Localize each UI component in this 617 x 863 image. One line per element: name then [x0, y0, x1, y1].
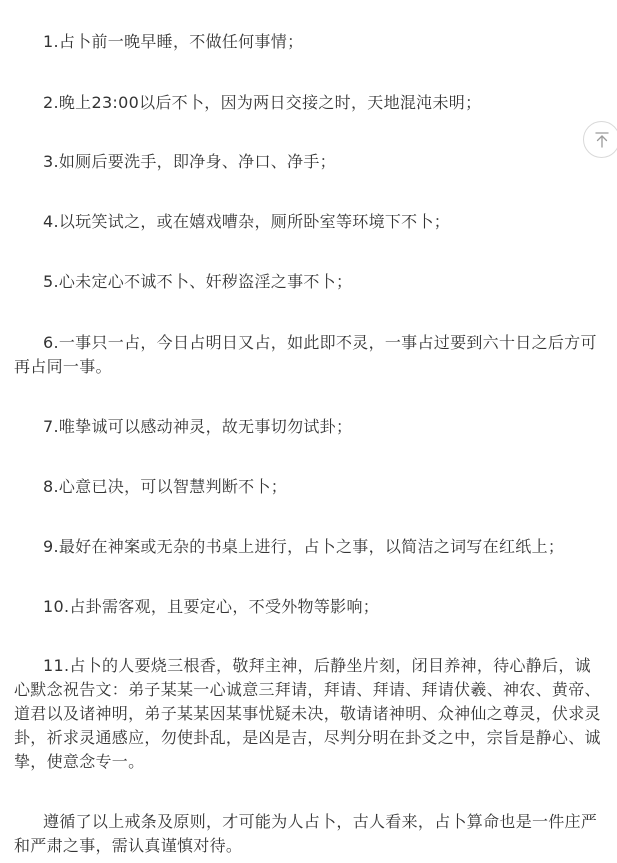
paragraph-2: 2.晚上23:00以后不卜，因为两日交接之时，天地混沌未明；	[43, 93, 482, 112]
paragraph-11: 11.占卜的人要烧三根香，敬拜主神，后静坐片刻，闭目养神，待心静后，诚心默念祝告文：弟子某某一心诚意三拜请，拜请、拜请、拜请伏羲、神农、黄帝、道君以及诸神明，弟子某某因某事忧疑未决，敬请诸神明、众神仙之尊灵，伏求灵卦，祈求灵通感应，勿使卦乱，是凶是吉，尽判分明在卦爻之中，宗旨是静心、诚挚，使意念专一。	[14, 656, 601, 771]
paragraph-7: 7.唯挚诚可以感动神灵，故无事切勿试卦；	[43, 417, 353, 436]
closing-paragraph: 遵循了以上戒条及原则，才可能为人占卜，古人看来，占卜算命也是一件庄严和严肃之事，需认真谨慎对待。	[14, 812, 598, 855]
paragraph-10: 10.占卦需客观，且要定心，不受外物等影响；	[43, 597, 380, 616]
paragraph-3: 3.如厕后要洗手，即净身、净口、净手；	[43, 152, 336, 171]
paragraph-9: 9.最好在神案或无杂的书桌上进行，占卜之事，以简洁之词写在红纸上；	[43, 537, 565, 556]
back-to-top-button[interactable]	[583, 121, 617, 158]
paragraph-6: 6.一事只一占，今日占明日又占，如此即不灵，一事占过要到六十日之后方可再占同一事。	[14, 333, 597, 376]
paragraph-5: 5.心未定心不诚不卜、奸秽盗淫之事不卜；	[43, 272, 353, 291]
paragraph-4: 4.以玩笑试之，或在嬉戏嘈杂，厕所卧室等环境下不卜；	[43, 212, 451, 231]
paragraph-1: 1.占卜前一晚早睡，不做任何事情；	[43, 32, 304, 51]
arrow-up-to-line-icon	[593, 131, 611, 149]
paragraph-8: 8.心意已决，可以智慧判断不卜；	[43, 477, 288, 496]
